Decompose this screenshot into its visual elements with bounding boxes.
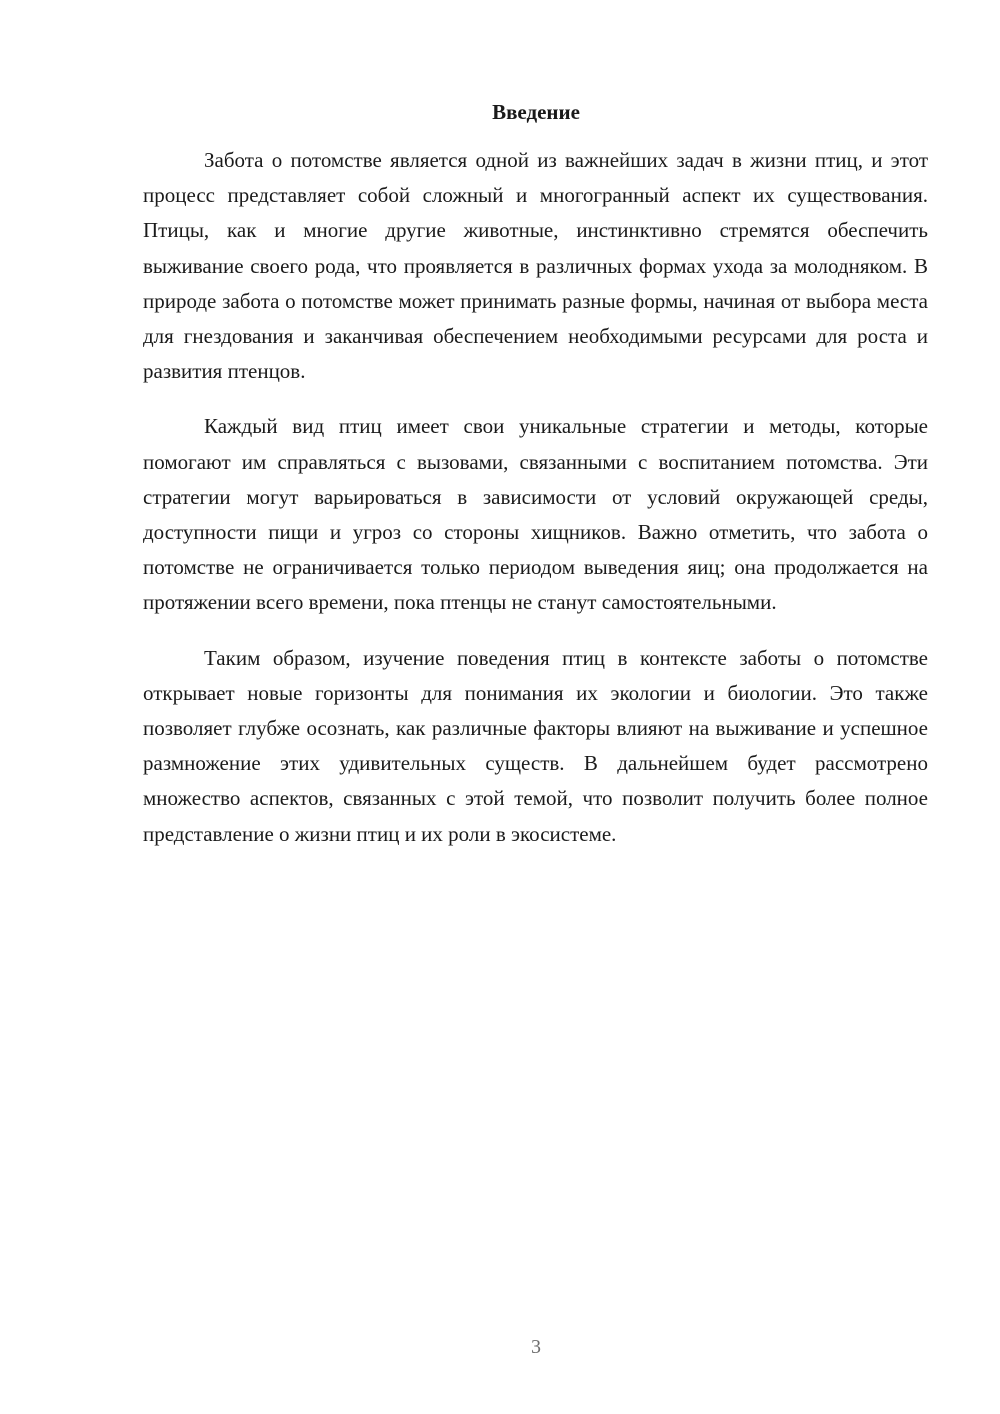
section-heading: Введение [492,100,580,124]
paragraph-3: Таким образом, изучение поведения птиц в контексте заботы о потомстве открывает новые горизонты для понимания их экологии и биологии. Это также позволяет глубже осознать, как различные факторы влияют на выживание и успешное размножение этих удивительных существ. В дальнейшем будет рассмотрено множество аспектов, связанных с этой темой, что позволит получить более полное представление о жизни птиц и их роли в экосистеме. [143,645,928,846]
paragraph-1: Забота о потомстве является одной из важнейших задач в жизни птиц, и этот процесс представляет собой сложный и многогранный аспект их существования. Птицы, как и многие другие животные, инстинктивно стремятся обеспечить выживание своего рода, что проявляется в различных формах ухода за молодняком. В природе забота о потомстве может принимать разные формы, начиная от выбора места для гнездования и заканчивая обеспечением необходимыми ресурсами для роста и развития птенцов. [143,148,928,384]
document-body [143,143,928,872]
page-number: 3 [531,1336,541,1358]
paragraph-2: Каждый вид птиц имеет свои уникальные стратегии и методы, которые помогают им справляться с вызовами, связанными с воспитанием потомства. Эти стратегии могут варьироваться в зависимости от условий окружающей среды, доступности пищи и угроз со стороны хищников. Важно отметить, что забота о потомстве не ограничивается только периодом выведения яиц; она продолжается на протяжении всего времени, пока птенцы не станут самостоятельными. [143,414,928,615]
